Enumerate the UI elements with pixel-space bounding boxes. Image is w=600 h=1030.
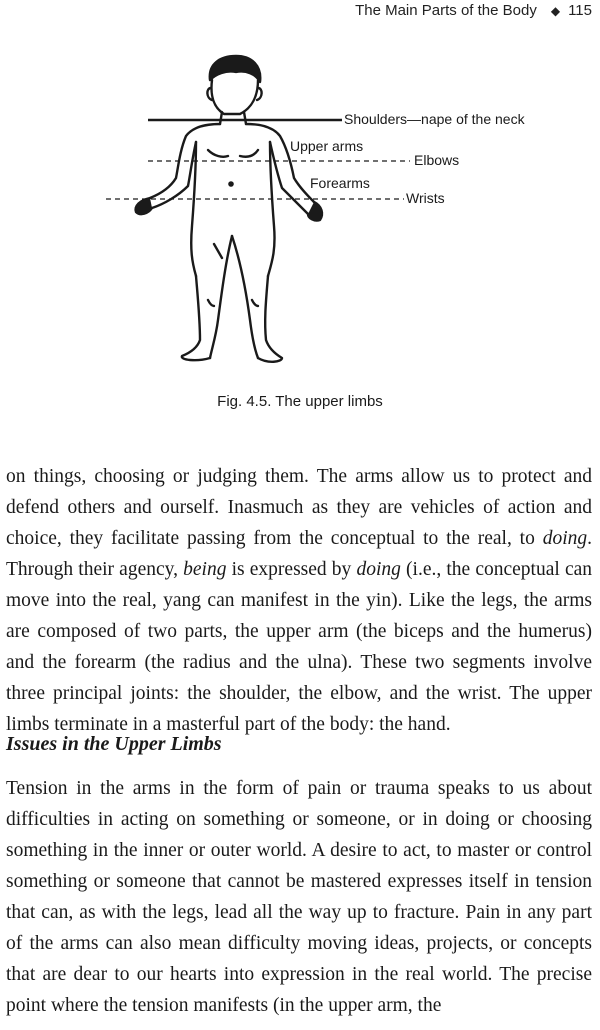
page-number: 115 xyxy=(568,2,592,19)
elbows-label: Elbows xyxy=(414,152,460,168)
figure-caption: Fig. 4.5. The upper limbs xyxy=(217,393,383,410)
diamond-icon: ◆ xyxy=(550,3,561,18)
running-head-title: The Main Parts of the Body xyxy=(355,2,537,19)
body-paragraph-2: Tension in the arms in the form of pain or trauma speaks to us about difficulties in acting on something or someone, or in doing or choosing something in the inner or outer world. A desire to act, to master or control something or someone that cannot be mastered expresses itself in tension that can, as with the legs, lead all the way up to fracture. Pain in any part of the arms can also mean difficulty moving ideas, projects, or concepts that are dear to our hearts into expression in the real world. The precise point where the tension manifests (in the upper arm, the xyxy=(6,778,592,1016)
human-body-outline xyxy=(136,56,322,362)
body-paragraph-1: on things, choosing or judging them. The arms allow us to protect and defend others and ourself. Inasmuch as they are vehicles of action and choice, they facilitate passing from the conceptual to the real, to doing. Through their agency, being is expressed by doing (i.e., the conceptual can move into the real, yang can manifest in the yin). Like the legs, the arms are composed of two parts, the upper arm (the biceps and the humerus) and the forearm (the radius and the ulna). These two segments involve three principal joints: the shoulder, the elbow, and the wrist. The upper limbs terminate in a masterful part of the body: the hand. xyxy=(6,466,592,735)
running-head xyxy=(355,2,592,19)
upper-arms-label: Upper arms xyxy=(290,138,364,154)
shoulders-label: Shoulders—nape of the neck xyxy=(344,111,525,127)
upper-limbs-figure xyxy=(0,40,600,380)
forearms-label: Forearms xyxy=(310,175,370,191)
section-heading: Issues in the Upper Limbs xyxy=(6,733,222,755)
wrists-label: Wrists xyxy=(406,190,445,206)
